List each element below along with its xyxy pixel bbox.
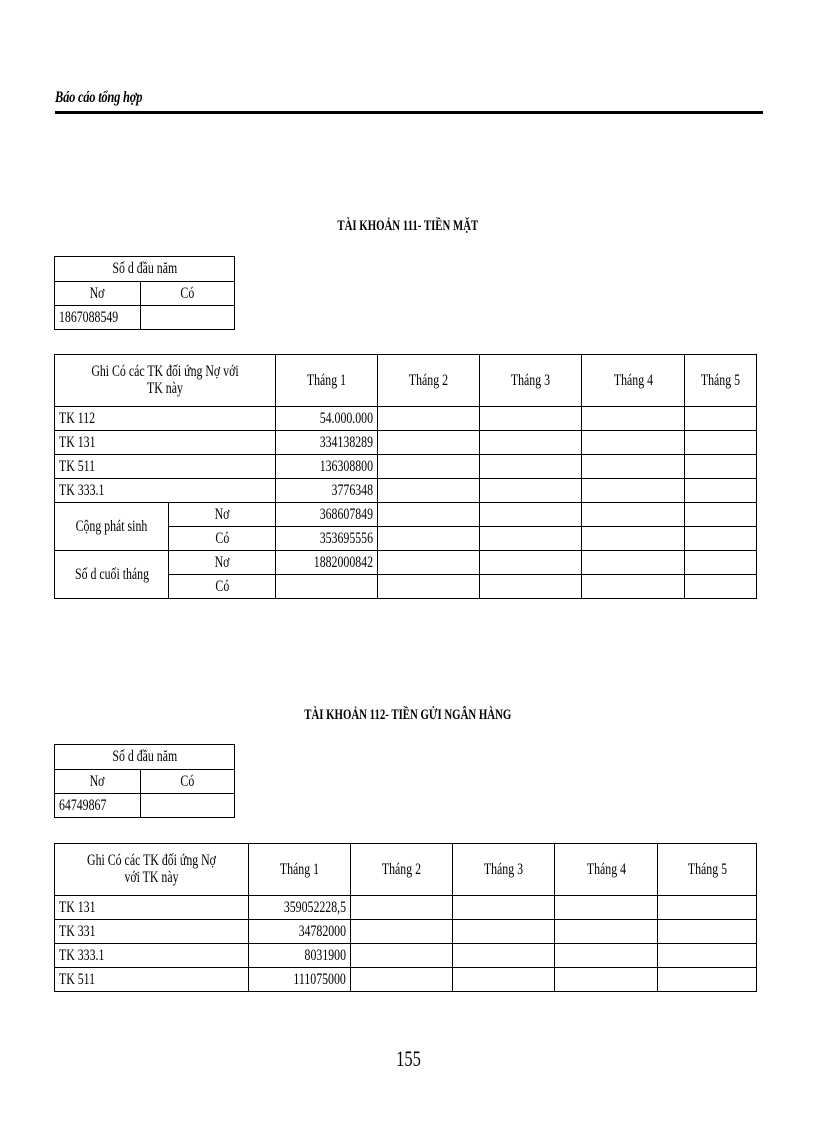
- opening-co-label: Có: [141, 282, 235, 306]
- table-header-month-4: Tháng 4: [581, 355, 684, 407]
- totals-no-label: Nơ: [169, 503, 276, 527]
- opening-balance-header: Số d đầu năm: [55, 257, 235, 282]
- table-header-month-1: Tháng 1: [275, 355, 377, 407]
- table-header-month-2: Tháng 2: [351, 844, 453, 896]
- closing-row-no: [55, 551, 757, 575]
- row-month-1-value: 334138289: [275, 431, 377, 455]
- table-row: [55, 479, 757, 503]
- table-row: [55, 431, 757, 455]
- report-header-text: Báo cáo tổng hợp: [55, 89, 143, 106]
- table-header-month-1: Tháng 1: [249, 844, 351, 896]
- row-month-1-value: 54.000.000: [275, 407, 377, 431]
- row-account: TK 112: [55, 407, 276, 431]
- table-row: [55, 896, 757, 920]
- opening-no-label: Nơ: [55, 282, 141, 306]
- table-header-first: Ghi Có các TK đối ứng Nợ với TK này: [55, 844, 249, 896]
- page-number: 155: [395, 1046, 421, 1071]
- row-account: TK 331: [55, 920, 249, 944]
- report-header: [55, 89, 763, 114]
- totals-co-label: Có: [169, 527, 276, 551]
- opening-co-value: [141, 306, 235, 330]
- row-month-1-value: 8031900: [249, 944, 351, 968]
- totals-no-value: 368607849: [275, 503, 377, 527]
- table-row: [55, 407, 757, 431]
- row-month-1-value: 111075000: [249, 968, 351, 992]
- closing-co-value: [275, 575, 377, 599]
- row-month-1-value: 3776348: [275, 479, 377, 503]
- totals-co-value: 353695556: [275, 527, 377, 551]
- table-header-month-4: Tháng 4: [555, 844, 658, 896]
- row-month-1-value: 359052228,5: [249, 896, 351, 920]
- opening-no-value: 1867088549: [55, 306, 141, 330]
- closing-co-label: Có: [169, 575, 276, 599]
- row-account: TK 333.1: [55, 944, 249, 968]
- section-title-tk111: TÀI KHOẢN 111- TIỀN MẶT: [337, 218, 479, 234]
- opening-no-label: Nơ: [55, 770, 141, 794]
- table-header-month-5: Tháng 5: [684, 355, 756, 407]
- row-account: TK 131: [55, 896, 249, 920]
- table-header-month-3: Tháng 3: [479, 355, 581, 407]
- opening-balance-header: Số d đầu năm: [55, 745, 235, 770]
- closing-no-value: 1882000842: [275, 551, 377, 575]
- row-month-1-value: 136308800: [275, 455, 377, 479]
- row-month-1-value: 34782000: [249, 920, 351, 944]
- opening-co-label: Có: [141, 770, 235, 794]
- table-row: [55, 944, 757, 968]
- table-header-month-3: Tháng 3: [453, 844, 555, 896]
- section-title-tk112: TÀI KHOẢN 112- TIỀN GỬI NGÂN HÀNG: [304, 707, 512, 723]
- ledger-table-tk112: [54, 843, 757, 992]
- table-row: [55, 920, 757, 944]
- table-header-month-5: Tháng 5: [658, 844, 757, 896]
- table-header-month-2: Tháng 2: [377, 355, 479, 407]
- ledger-table-tk111: [54, 354, 757, 599]
- closing-no-label: Nơ: [169, 551, 276, 575]
- table-row: [55, 968, 757, 992]
- table-row: [55, 455, 757, 479]
- opening-co-value: [141, 794, 235, 818]
- opening-balance-table-tk112: [54, 744, 235, 818]
- opening-balance-table-tk111: [54, 256, 235, 330]
- row-account: TK 131: [55, 431, 276, 455]
- row-account: TK 511: [55, 968, 249, 992]
- table-header-first: Ghi Có các TK đối ứng Nợ với TK này: [55, 355, 276, 407]
- row-account: TK 511: [55, 455, 276, 479]
- opening-no-value: 64749867: [55, 794, 141, 818]
- row-account: TK 333.1: [55, 479, 276, 503]
- totals-label: Cộng phát sinh: [55, 503, 169, 551]
- closing-label: Số d cuối tháng: [55, 551, 169, 599]
- totals-row-no: [55, 503, 757, 527]
